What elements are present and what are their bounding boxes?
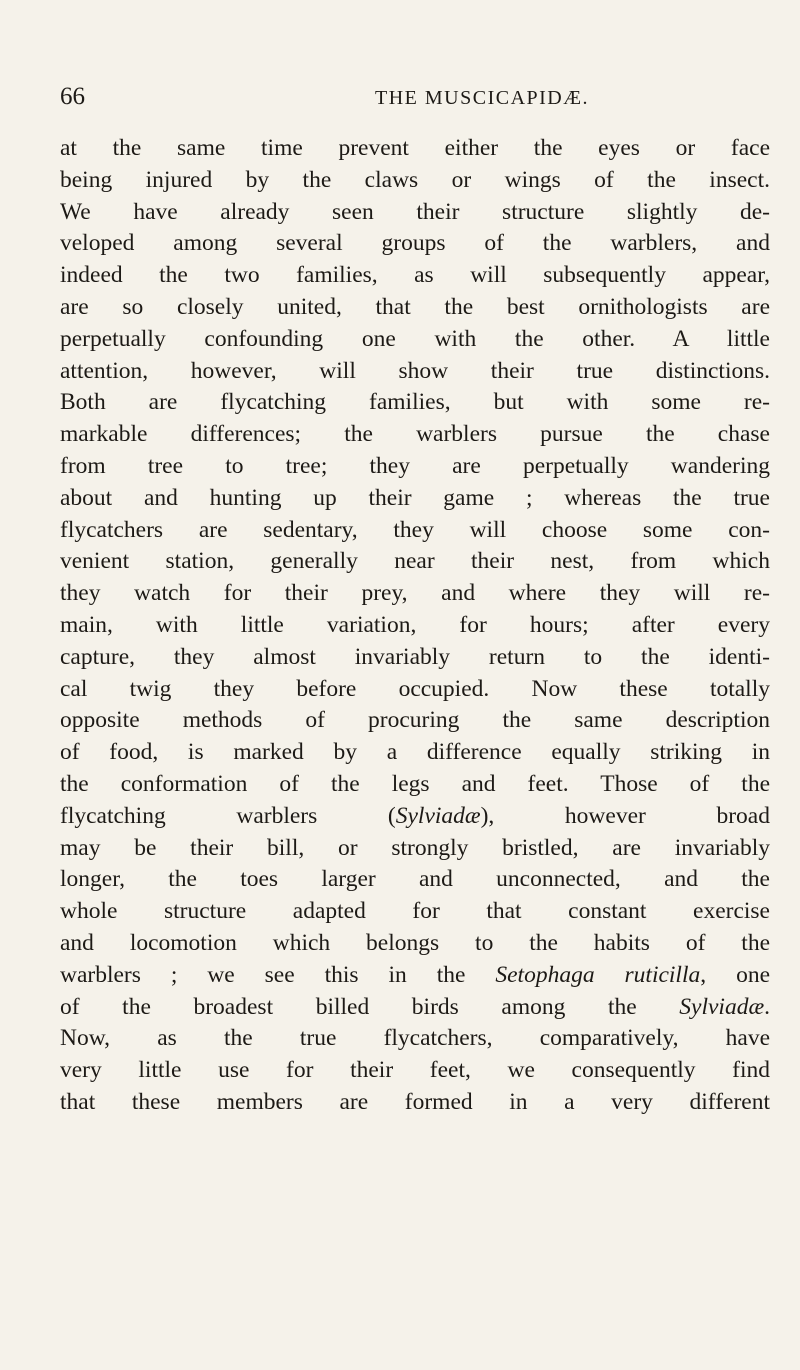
text-line: [60, 928, 770, 960]
text-run: that these members are formed in a very different: [60, 1088, 770, 1115]
text-run: of the broadest billed birds among the: [60, 993, 680, 1020]
text-line: [60, 292, 770, 324]
running-title: THE MUSCICAPIDÆ.: [375, 87, 590, 109]
text-line: [60, 1055, 770, 1087]
text-line: [60, 960, 770, 992]
text-line: [60, 578, 770, 610]
text-run: opposite methods of procuring the same description: [60, 707, 770, 734]
text-run: cal twig they before occupied. Now these totally: [60, 675, 770, 702]
text-run: We have already seen their structure slightly de-: [60, 198, 770, 225]
text-run: veloped among several groups of the warblers, and: [60, 230, 770, 257]
text-run: of food, is marked by a difference equally striking in: [60, 739, 770, 766]
text-run: warblers ; we see this in the: [60, 961, 496, 988]
text-line: [60, 324, 770, 356]
text-line: [60, 419, 770, 451]
text-line: [60, 769, 770, 801]
text-run: they watch for their prey, and where they will re-: [60, 580, 770, 607]
text-line: [60, 737, 770, 769]
text-line: [60, 356, 770, 388]
text-line: [60, 451, 770, 483]
text-run: venient station, generally near their nest, from which: [60, 548, 770, 575]
text-run: perpetually confounding one with the other. A little: [60, 325, 770, 352]
text-run: being injured by the claws or wings of the insect.: [60, 166, 770, 193]
text-run: flycatchers are sedentary, they will choose some con-: [60, 516, 770, 543]
text-run: attention, however, will show their true distinctions.: [60, 357, 770, 384]
text-run: indeed the two families, as will subsequently appear,: [60, 262, 770, 289]
text-line: [60, 387, 770, 419]
text-line: [60, 674, 770, 706]
text-line: [60, 133, 770, 165]
text-run: very little use for their feet, we consequently find: [60, 1057, 770, 1084]
text-line: [60, 546, 770, 578]
text-run: main, with little variation, for hours; after every: [60, 611, 770, 638]
text-run: , one: [700, 961, 770, 988]
text-run: are so closely united, that the best ornithologists are: [60, 293, 770, 320]
text-line: [60, 260, 770, 292]
text-line: [60, 197, 770, 229]
italic-term: Setophaga ruticilla: [495, 961, 701, 988]
text-run: capture, they almost invariably return to the identi-: [60, 643, 770, 670]
text-run: from tree to tree; they are perpetually wandering: [60, 452, 770, 479]
text-run: Now, as the true flycatchers, comparatively, have: [60, 1025, 770, 1052]
text-run: about and hunting up their game ; whereas the true: [60, 484, 770, 511]
text-run: flycatching warblers (: [60, 802, 396, 829]
text-line: [60, 165, 770, 197]
page-number: 66: [60, 83, 85, 110]
text-run: may be their bill, or strongly bristled, are invariably: [60, 834, 770, 861]
text-run: longer, the toes larger and unconnected, and the: [60, 866, 770, 893]
text-run: markable differences; the warblers pursue the chase: [60, 421, 770, 448]
body-text: [60, 133, 780, 1119]
text-run: ), however broad: [480, 802, 770, 829]
text-line: [60, 610, 770, 642]
text-line: [60, 896, 770, 928]
text-line: [60, 801, 770, 833]
running-header: [60, 82, 760, 112]
text-line: [60, 1087, 770, 1119]
text-line: [60, 864, 770, 896]
text-run: the conformation of the legs and feet. Those of the: [60, 770, 770, 797]
text-line: [60, 483, 770, 515]
text-run: whole structure adapted for that constant exercise: [60, 898, 770, 925]
text-line: [60, 992, 770, 1024]
text-line: [60, 705, 770, 737]
text-run: Both are flycatching families, but with some re-: [60, 389, 770, 416]
text-line: [60, 228, 770, 260]
italic-term: Sylviadæ: [395, 802, 481, 829]
italic-term: Sylviadæ: [679, 993, 765, 1020]
text-line: [60, 1023, 770, 1055]
text-line: [60, 833, 770, 865]
text-run: and locomotion which belongs to the habits of the: [60, 929, 770, 956]
text-line: [60, 642, 770, 674]
text-run: at the same time prevent either the eyes or face: [60, 135, 770, 161]
text-run: .: [764, 993, 770, 1020]
text-line: [60, 515, 770, 547]
